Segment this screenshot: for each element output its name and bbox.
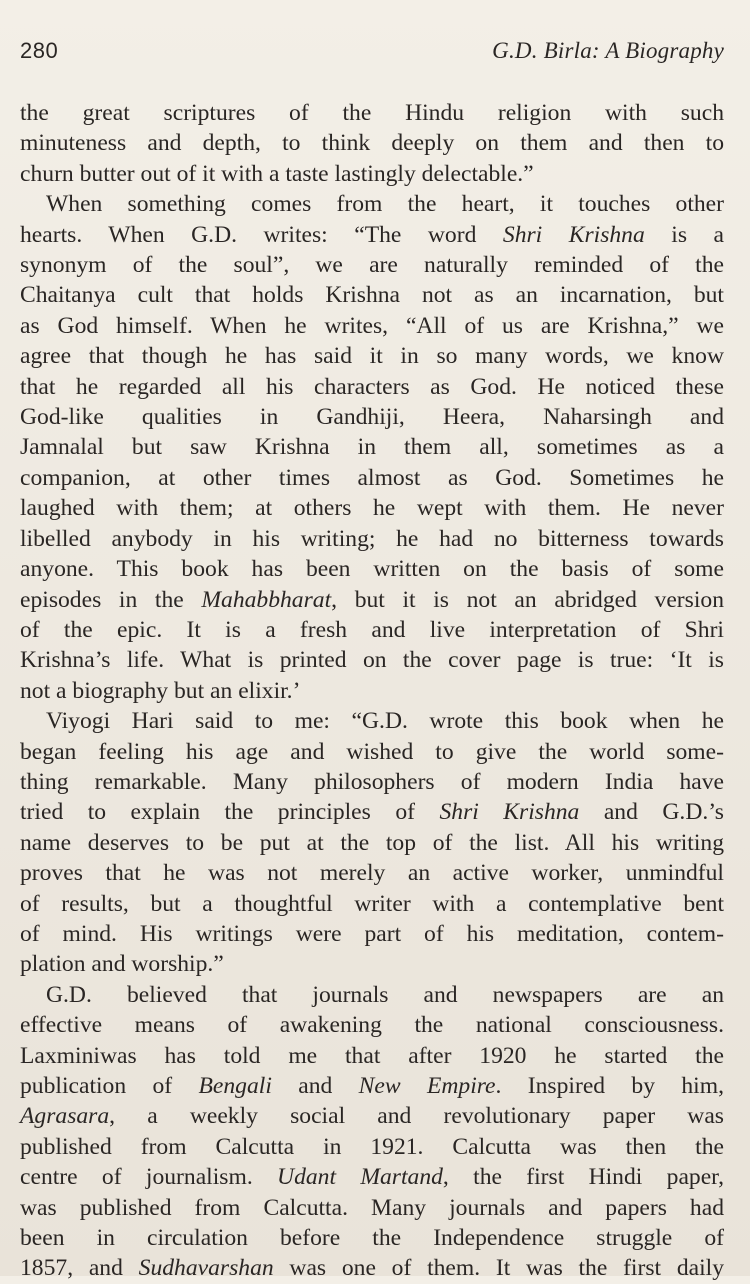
text-segment: is a — [644, 221, 724, 248]
text-segment: G.D. believed that journals and newspapers are an — [46, 981, 724, 1008]
text-line — [20, 372, 724, 402]
text-line — [20, 737, 724, 767]
text-segment: plation and worship.” — [20, 951, 224, 978]
text-segment: , the first Hindi paper, — [442, 1164, 724, 1191]
text-line — [20, 524, 724, 554]
text-line — [20, 159, 724, 189]
text-segment: , but it is not an abridged version — [331, 586, 724, 613]
text-segment: When something comes from the heart, it touches other — [46, 191, 724, 218]
page-number: 280 — [20, 38, 59, 63]
text-segment: of results, but a thoughtful writer with a contemplative bent — [20, 890, 724, 917]
text-segment: publication of — [20, 1073, 199, 1099]
text-line — [20, 220, 724, 250]
text-line — [20, 250, 724, 280]
text-segment: proves that he was not merely an active worker, unmindful — [20, 860, 724, 887]
italic-text: New Empire — [358, 1073, 496, 1099]
italic-text: Shri Krishna — [502, 221, 645, 248]
text-segment: , a weekly social and revolutionary paper was — [109, 1103, 724, 1130]
italic-text: Mahabbharat — [201, 586, 332, 613]
running-title: G.D. Birla: A Biography — [492, 38, 724, 63]
text-segment: tried to explain the principles of — [20, 799, 440, 826]
text-line — [20, 1041, 724, 1071]
text-segment: of the epic. It is a fresh and live interpretation of Shri — [20, 616, 724, 643]
text-line — [20, 1132, 724, 1162]
body-text — [20, 98, 724, 1284]
text-line — [20, 676, 724, 706]
text-segment: of mind. His writings were part of his meditation, contem- — [20, 920, 724, 947]
text-segment: 1857, and — [20, 1255, 139, 1282]
text-segment: was one of them. It was the first daily — [273, 1255, 724, 1282]
italic-text: Sudhavarshan — [138, 1255, 274, 1282]
text-line — [20, 767, 724, 797]
text-line — [20, 919, 724, 949]
text-segment: that he regarded all his characters as God. He noticed these — [20, 373, 724, 400]
text-segment: Jamnalal but saw Krishna in them all, sometimes as a — [20, 434, 724, 461]
text-line — [20, 463, 724, 493]
text-segment: churn butter out of it with a taste lastingly delectable.” — [20, 160, 534, 187]
text-segment: been in circulation before the Independence struggle of — [20, 1225, 724, 1252]
text-segment: thing remarkable. Many philosophers of modern India have — [20, 768, 724, 795]
italic-text: Agrasara — [20, 1103, 110, 1130]
text-segment: as God himself. When he writes, “All of us are Krishna,” we — [20, 312, 724, 339]
text-line — [20, 341, 724, 371]
text-line — [20, 493, 724, 523]
text-segment: the great scriptures of the Hindu religion with such — [20, 100, 724, 126]
text-line — [20, 858, 724, 888]
text-line — [20, 949, 724, 979]
text-segment: God-like qualities in Gandhiji, Heera, Naharsingh and — [20, 404, 724, 431]
text-line — [20, 128, 724, 158]
text-segment: Viyogi Hari said to me: “G.D. wrote this book when he — [46, 708, 724, 735]
italic-text: Bengali — [198, 1073, 272, 1099]
text-segment: agree that though he has said it in so many words, we know — [20, 343, 724, 370]
text-line — [20, 98, 724, 128]
text-segment: anyone. This book has been written on the basis of some — [20, 556, 724, 583]
text-segment: synonym of the soul”, we are naturally reminded of the — [20, 252, 724, 279]
text-segment: centre of journalism. — [20, 1164, 278, 1191]
text-line — [20, 280, 724, 310]
text-line — [20, 432, 724, 462]
text-segment: Krishna’s life. What is printed on the cover page is true: ‘It is — [20, 647, 724, 674]
text-line — [20, 615, 724, 645]
text-segment: laughed with them; at others he wept with them. He never — [20, 495, 724, 522]
text-line — [20, 402, 724, 432]
text-line — [20, 1193, 724, 1223]
text-line — [20, 311, 724, 341]
text-segment: Laxminiwas has told me that after 1920 he started the — [20, 1042, 724, 1069]
italic-text: Udant Martand — [277, 1164, 443, 1191]
text-segment: began feeling his age and wished to give the world some- — [20, 738, 724, 765]
text-line — [20, 1162, 724, 1192]
text-segment: and — [271, 1073, 359, 1099]
text-segment: effective means of awakening the national consciousness. — [20, 1012, 724, 1039]
text-segment: hearts. When G.D. writes: “The word — [20, 221, 503, 248]
text-line — [20, 554, 724, 584]
text-line — [20, 1010, 724, 1040]
text-segment: companion, at other times almost as God. Sometimes he — [20, 464, 724, 491]
text-line — [20, 889, 724, 919]
italic-text: Shri Krishna — [439, 799, 580, 826]
text-line — [20, 585, 724, 615]
text-segment: not a biography but an elixir.’ — [20, 677, 301, 704]
text-segment: episodes in the — [20, 586, 202, 613]
text-segment: Chaitanya cult that holds Krishna not as an incarnation, but — [20, 282, 724, 309]
running-head — [20, 22, 724, 76]
text-line — [20, 706, 724, 736]
text-segment: published from Calcutta in 1921. Calcutta was then the — [20, 1133, 724, 1160]
text-line — [20, 1253, 724, 1283]
text-segment: libelled anybody in his writing; he had no bitterness towards — [20, 525, 724, 552]
text-segment: name deserves to be put at the top of the list. All his writing — [20, 829, 724, 856]
text-line — [20, 1101, 724, 1131]
text-line — [20, 645, 724, 675]
text-line — [20, 797, 724, 827]
text-segment: . Inspired by him, — [495, 1073, 724, 1099]
text-segment: and G.D.’s — [579, 799, 724, 826]
text-segment: was published from Calcutta. Many journals and papers had — [20, 1194, 724, 1221]
text-line — [20, 1071, 724, 1101]
text-segment: minuteness and depth, to think deeply on them and then to — [20, 130, 724, 157]
text-line — [20, 828, 724, 858]
text-line — [20, 1223, 724, 1253]
text-line — [20, 980, 724, 1010]
text-line — [20, 189, 724, 219]
